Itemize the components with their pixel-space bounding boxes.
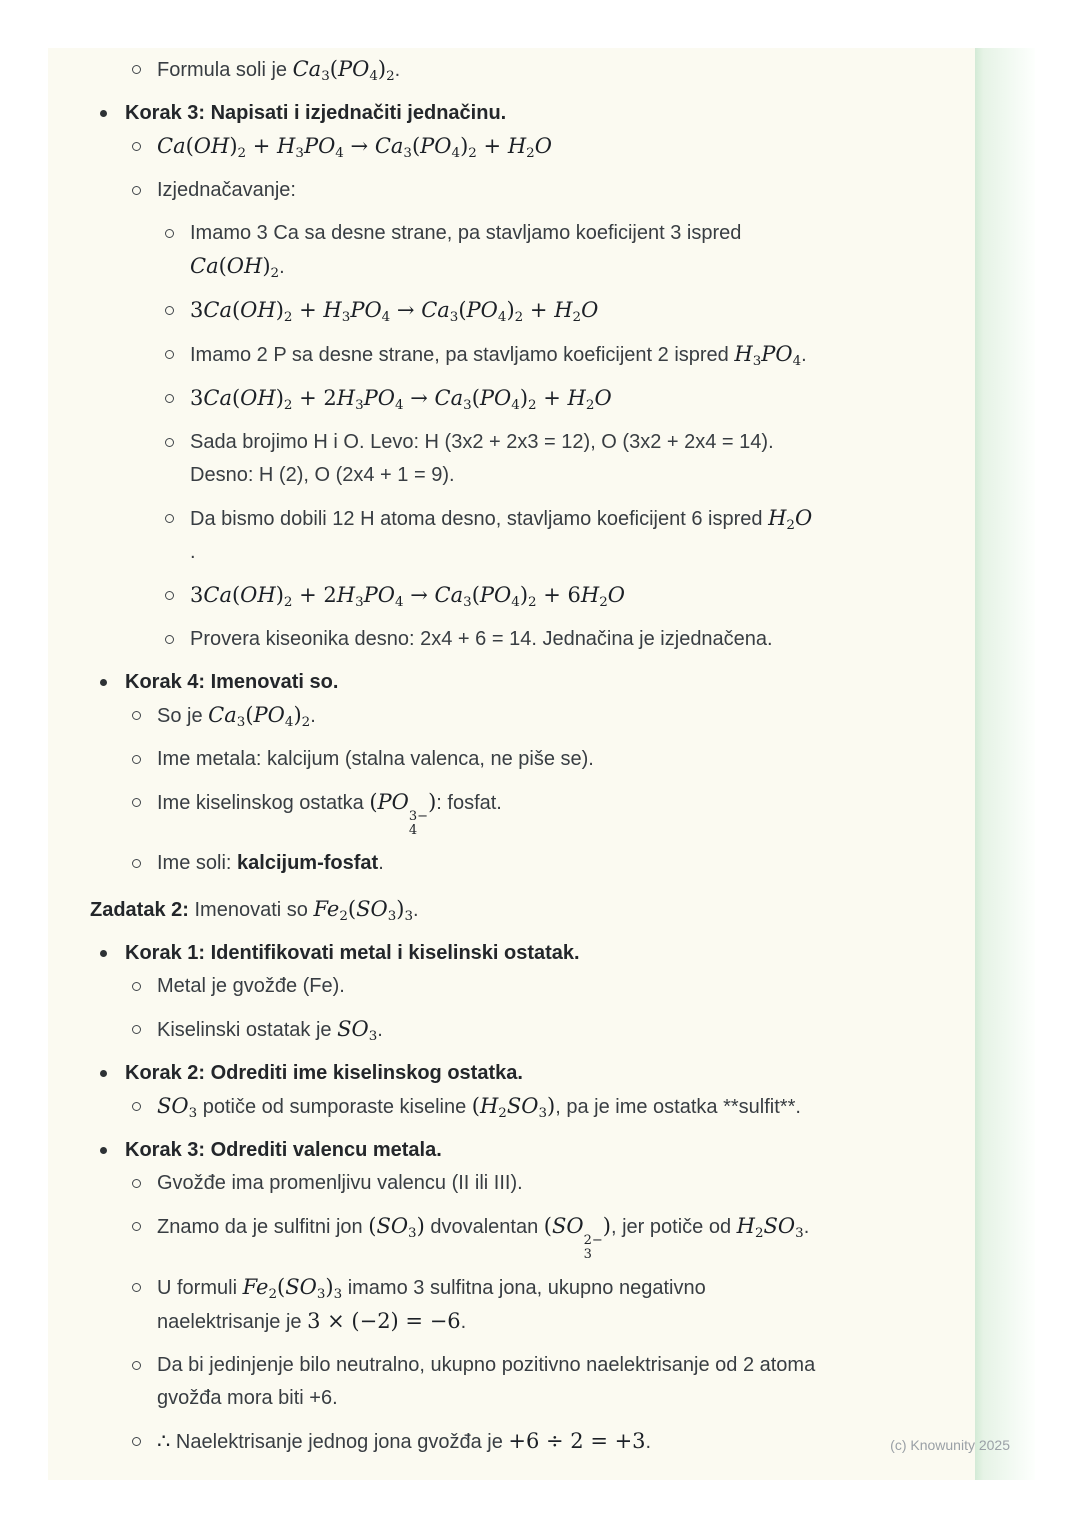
text-run: Ime soli: [157, 852, 238, 875]
text-run: . [413, 899, 419, 922]
circle-bullet-icon [132, 711, 141, 720]
circle-bullet-icon [165, 306, 174, 315]
text-run: Metal je gvožđe (Fe). [157, 975, 345, 998]
list-item [48, 1013, 933, 1047]
text-run: gvožđa mora biti +6. [157, 1387, 338, 1410]
math-formula: $3Ca(OH)_2 + 2H_3PO_4 \to Ca_3(PO_4)_2 + H_2O$ [190, 386, 612, 413]
math-formula: (PO 3− 4 ) [369, 790, 437, 838]
math-formula: $Ca(OH)_2$ [190, 254, 280, 281]
text-run: , pa je ime ostatka **sulfit**. [555, 1096, 801, 1119]
math-formula: $3Ca(OH)_2 + H_3PO_4 \to Ca_3(PO_4)_2 + H_2O$ [190, 298, 599, 325]
circle-bullet-icon [132, 1361, 141, 1370]
list-item [48, 970, 933, 1003]
bold-text-run: Korak 1: Identifikovati metal i kiselinski ostatak. [125, 942, 580, 965]
circle-bullet-icon [132, 1025, 141, 1034]
task-title [48, 893, 933, 927]
math-formula: $3Ca(OH)_2 + 2H_3PO_4 \to Ca_3(PO_4)_2 + 6H_2O$ [190, 583, 626, 610]
circle-bullet-icon [132, 798, 141, 807]
text-run: Imamo 2 P sa desne strane, pa stavljamo koeficijent 2 ispred [190, 344, 735, 366]
text-run: Naelektrisanje jednog jona gvožđa je [170, 1431, 509, 1454]
text-run: . [310, 705, 316, 727]
circle-bullet-icon [132, 142, 141, 151]
circle-bullet-icon [132, 755, 141, 764]
text-run: Znamo da je sulfitni jon [157, 1216, 369, 1239]
text-run: Da bi jedinjenje bilo neutralno, ukupno pozitivno naelektrisanje od 2 atoma [157, 1354, 816, 1377]
disc-bullet-icon [100, 679, 107, 686]
text-run: Imamo 3 Ca sa desne strane, pa stavljamo koeficijent 3 ispred [190, 222, 742, 244]
copyright-label: (c) Knowunity 2025 [890, 1437, 1010, 1453]
circle-bullet-icon [132, 982, 141, 991]
math-formula: $Ca(OH)_2 + H_3PO_4 \to Ca_3(PO_4)_2 + H_2O$ [157, 134, 552, 161]
math-formula: $SO_3$ [157, 1094, 198, 1121]
list-item [48, 426, 933, 492]
list-item [48, 130, 933, 164]
list-item [48, 1210, 933, 1261]
list-item [48, 1271, 933, 1339]
text-run: Gvožđe ima promenljivu valencu (II ili III). [157, 1172, 523, 1195]
circle-bullet-icon [165, 591, 174, 600]
list-item [48, 174, 933, 207]
step-heading [48, 1134, 933, 1167]
bold-text-run: Korak 3: Odrediti valencu metala. [125, 1139, 442, 1162]
text-run: . [377, 1019, 383, 1042]
text-run: . [394, 59, 401, 81]
math-formula: $Ca_3(PO_4)_2$ [292, 57, 395, 84]
math-formula: $(H_2SO_3)$ [471, 1094, 556, 1121]
text-run: Imenovati so [188, 899, 314, 922]
list-item [48, 579, 933, 613]
math-formula: $Fe_2(SO_3)_3$ [242, 1275, 343, 1303]
disc-bullet-icon [100, 1147, 107, 1154]
disc-bullet-icon [100, 1070, 107, 1077]
math-formula: ∴ [157, 1429, 171, 1454]
text-run: Da bismo dobili 12 H atoma desno, stavljamo koeficijent 6 ispred [190, 508, 769, 530]
math-formula: +6 ÷ 2 = +3 [508, 1429, 646, 1454]
math-formula: $H_3PO_4$ [734, 342, 802, 369]
text-run: potiče od sumporaste kiseline [197, 1096, 472, 1119]
text-run: . [803, 1216, 810, 1239]
list-item [48, 1167, 933, 1200]
disc-bullet-icon [100, 110, 107, 117]
text-run: Desno: H (2), O (2x4 + 1 = 9). [190, 464, 455, 486]
circle-bullet-icon [132, 1102, 141, 1111]
page-edge-stripe [975, 48, 1035, 1480]
list-item [48, 502, 933, 569]
math-formula: 3 × (−2) = −6 [307, 1309, 461, 1334]
circle-bullet-icon [165, 438, 174, 447]
list-item [48, 743, 933, 776]
bold-text-run: Korak 4: Imenovati so. [125, 671, 339, 693]
text-run: Izjednačavanje: [157, 179, 296, 201]
text-run: Provera kiseonika desno: 2x4 + 6 = 14. Jednačina je izjednačena. [190, 628, 773, 650]
circle-bullet-icon [165, 394, 174, 403]
text-run: Ime kiselinskog ostatka [157, 792, 370, 814]
math-formula: $(SO_3)$ [368, 1214, 425, 1241]
text-run: Sada brojimo H i O. Levo: H (3x2 + 2x3 = 12), O (3x2 + 2x4 = 14). [190, 431, 774, 453]
content-area [48, 53, 933, 1459]
list-item [48, 1425, 933, 1459]
text-run: : fosfat. [436, 792, 502, 814]
circle-bullet-icon [132, 1222, 141, 1231]
text-run: . [801, 344, 807, 366]
step-heading [48, 1057, 933, 1090]
document-page [48, 48, 975, 1480]
circle-bullet-icon [165, 229, 174, 238]
bold-text-run: kalcijum-fosfat [237, 852, 379, 875]
step-heading [48, 937, 933, 970]
math-formula: (SO 2− 3 ) [543, 1214, 611, 1262]
step-heading [48, 666, 933, 699]
text-run: imamo 3 sulfitna jona, ukupno negativno [342, 1277, 706, 1300]
text-run: Formula soli je [157, 59, 293, 81]
list-item [48, 786, 933, 837]
text-run: dvovalentan [424, 1216, 544, 1239]
list-item [48, 294, 933, 328]
list-item [48, 699, 933, 733]
circle-bullet-icon [132, 1179, 141, 1188]
list-item [48, 382, 933, 416]
list-item [48, 847, 933, 880]
math-formula: $SO_3$ [337, 1017, 378, 1044]
math-formula: $H_2SO_3$ [736, 1214, 804, 1241]
circle-bullet-icon [132, 1437, 141, 1446]
text-run: U formuli [157, 1277, 243, 1300]
disc-bullet-icon [100, 950, 107, 957]
bold-text-run: Korak 3: Napisati i izjednačiti jednačinu. [125, 102, 507, 124]
step-heading [48, 97, 933, 130]
text-run: , jer potiče od [611, 1216, 737, 1239]
list-item [48, 338, 933, 372]
list-item [48, 1090, 933, 1124]
text-run: . [645, 1431, 652, 1454]
text-run: . [460, 1311, 467, 1334]
math-formula: $H_2O$ [768, 506, 813, 533]
text-run: So je [157, 705, 209, 727]
circle-bullet-icon [132, 65, 141, 74]
list-item [48, 217, 933, 284]
circle-bullet-icon [165, 635, 174, 644]
math-formula: $Ca_3(PO_4)_2$ [208, 703, 311, 730]
math-formula: $Fe_2(SO_3)_3$ [313, 897, 414, 924]
bold-text-run: Korak 2: Odrediti ime kiselinskog ostatka. [125, 1062, 523, 1085]
circle-bullet-icon [132, 186, 141, 195]
text-run: . [378, 852, 384, 875]
text-run: Kiselinski ostatak je [157, 1019, 338, 1042]
bold-text-run: Zadatak 2: [90, 899, 189, 922]
list-item [48, 53, 933, 87]
circle-bullet-icon [165, 514, 174, 523]
text-run: naelektrisanje je [157, 1311, 308, 1334]
text-run: Ime metala: kalcijum (stalna valenca, ne piše se). [157, 748, 594, 770]
circle-bullet-icon [132, 859, 141, 868]
list-item [48, 1349, 933, 1415]
text-run: . [190, 541, 196, 563]
list-item [48, 623, 933, 656]
circle-bullet-icon [165, 350, 174, 359]
circle-bullet-icon [132, 1283, 141, 1292]
text-run: . [279, 256, 285, 278]
